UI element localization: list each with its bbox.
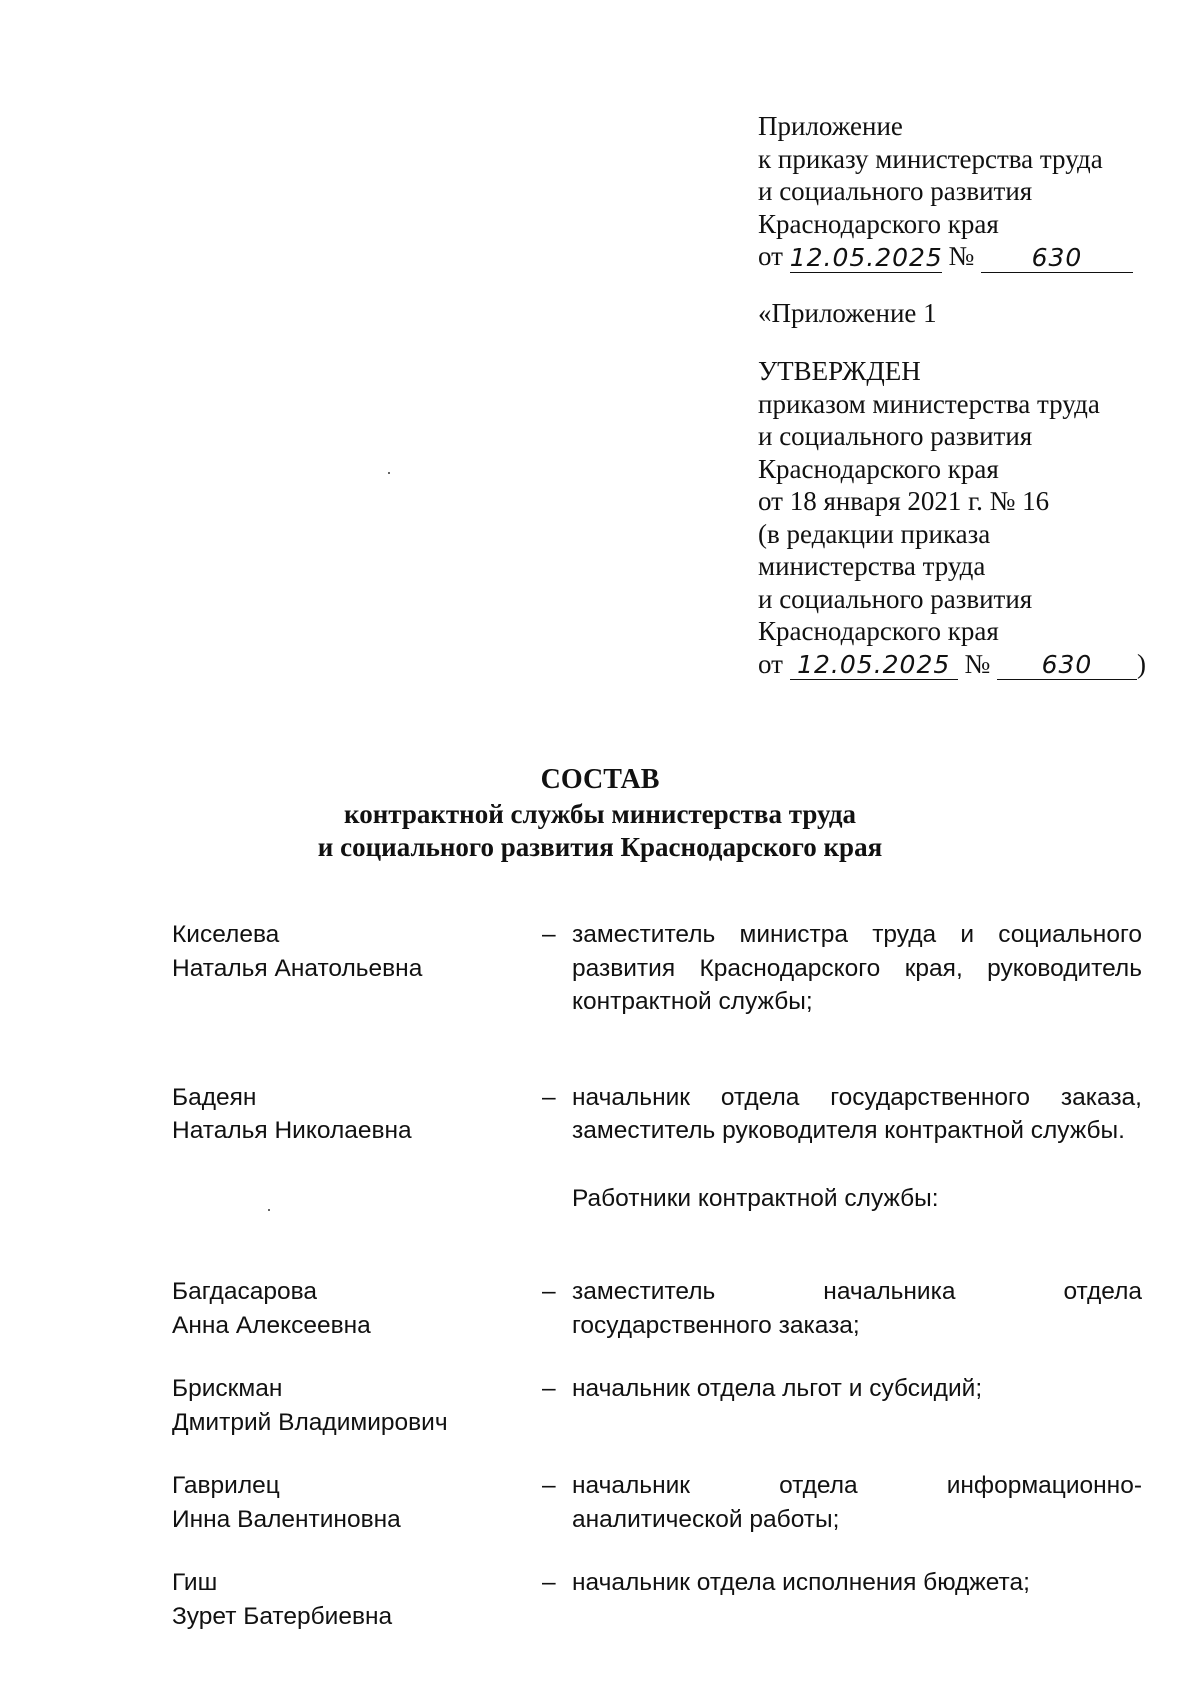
member-surname: Багдасарова: [172, 1278, 317, 1305]
date-prefix: от: [758, 648, 783, 679]
member-given-name: Наталья Николаевна: [172, 1117, 412, 1144]
member-name: [172, 1275, 542, 1342]
member-name: [172, 1372, 542, 1439]
approved-line: и социального развития: [758, 583, 1033, 614]
number-label: №: [948, 241, 975, 271]
approved-line: приказом министерства труда: [758, 388, 1100, 419]
member-given-name: Зурет Батербиевна: [172, 1602, 393, 1630]
member-given-name: Наталья Анатольевна: [172, 954, 423, 982]
workers-heading: Работники контрактной службы:: [572, 1184, 939, 1212]
dash: –: [542, 1083, 556, 1111]
member-role: заместитель министра труда и социального развития Краснодарского края, руководитель контрактной службы;: [572, 921, 1142, 1015]
dash: –: [542, 1375, 556, 1402]
worker-row: [172, 1469, 1152, 1536]
member-row: [172, 918, 1152, 1019]
title-sub: контрактной службы министерства труда: [344, 799, 856, 829]
appendix-date-line: [758, 240, 1148, 273]
member-given-name: Инна Валентиновна: [172, 1505, 401, 1533]
member-row: [172, 1081, 1152, 1148]
approved-line: Краснодарского края: [758, 616, 999, 646]
title-sub: и социального развития Краснодарского края: [317, 832, 883, 862]
approved-heading: УТВЕРЖДЕН: [758, 356, 921, 386]
member-role: начальник отдела исполнения бюджета;: [572, 1569, 1030, 1596]
document-title: [0, 762, 1200, 864]
member-role: заместитель начальника отдела государственного заказа;: [572, 1278, 1142, 1339]
appendix-line: Приложение: [758, 111, 903, 141]
approved-line: (в редакции приказа: [758, 518, 991, 549]
member-name: [172, 1081, 542, 1148]
member-surname: Гаврилец: [172, 1472, 280, 1499]
scan-speck: [388, 472, 390, 474]
dash: –: [542, 1278, 556, 1305]
appendix-line: и социального развития: [758, 176, 1033, 206]
worker-row: [172, 1372, 1152, 1439]
worker-row: [172, 1275, 1152, 1342]
approved-line: и социального развития: [758, 421, 1033, 451]
approved-date-line: [758, 648, 1148, 681]
worker-row: [172, 1566, 1152, 1633]
member-role: начальник отдела информационно-аналитической работы;: [572, 1472, 1142, 1533]
member-surname: Бадеян: [172, 1083, 257, 1111]
title-main: СОСТАВ: [540, 764, 660, 795]
member-surname: Брискман: [172, 1375, 283, 1402]
appendix-line: к приказу министерства труда: [758, 143, 1103, 174]
appendix-header: [758, 110, 1148, 680]
member-role: начальник отдела льгот и субсидий;: [572, 1375, 983, 1402]
handwritten-date: 12.05.2025: [789, 242, 943, 272]
handwritten-number: 630: [981, 242, 1133, 273]
dash: –: [542, 1472, 556, 1499]
date-prefix: от: [758, 241, 783, 271]
approved-line: Краснодарского края: [758, 453, 999, 484]
handwritten-date: 12.05.2025: [790, 649, 958, 680]
scan-speck: [268, 1209, 270, 1211]
member-name: [172, 918, 542, 985]
appendix-1-label: «Приложение 1: [758, 297, 937, 328]
handwritten-number: 630: [997, 649, 1137, 680]
members-list: [172, 918, 1152, 1633]
member-surname: Гиш: [172, 1569, 218, 1596]
dash: –: [542, 921, 556, 948]
dash: –: [542, 1569, 556, 1596]
member-surname: Киселева: [172, 921, 280, 948]
closing-bracket: ): [1136, 648, 1146, 679]
member-role: начальник отдела государственного заказа, заместитель руководителя контрактной службы.: [572, 1083, 1142, 1144]
approved-line: министерства труда: [758, 551, 986, 581]
appendix-line: Краснодарского края: [758, 208, 999, 239]
member-given-name: Анна Алексеевна: [172, 1311, 371, 1339]
member-name: [172, 1469, 542, 1536]
number-label: №: [964, 648, 991, 679]
member-given-name: Дмитрий Владимирович: [172, 1408, 448, 1436]
member-name: [172, 1566, 542, 1633]
approved-line: от 18 января 2021 г. № 16: [758, 486, 1050, 516]
